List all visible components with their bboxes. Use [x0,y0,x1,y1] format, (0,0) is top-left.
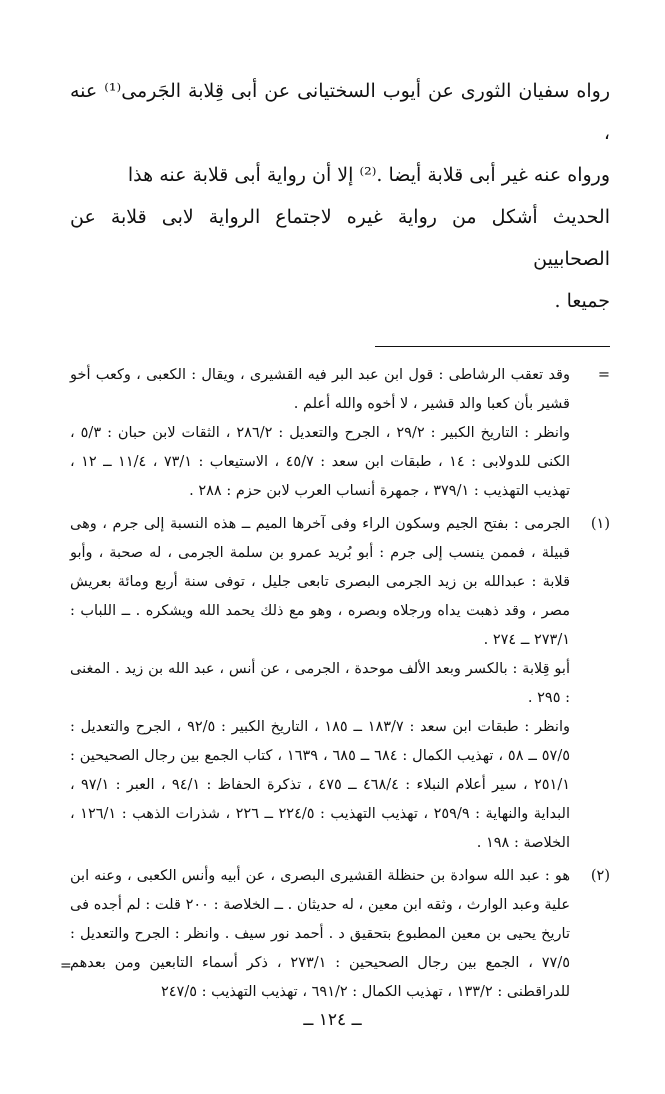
footnote-1-paragraph: وانظر : طبقات ابن سعد : ١٨٣/٧ ــ ١٨٥ ، التاريخ الكبير : ٩٢/٥ ، الجرح والتعديل : ٥٧/٥ ــ ٥٨ ، تهذيب الكمال : ٦٨٤ ــ ٦٨٥ ، ١٦٣٩ ، كتاب الجمع بين رجال الصحيحين : ٢٥١/١ ، سير أعلام النبلاء : ٤٦٨/٤ ــ ٤٧٥ ، تذكرة الحفاظ : ٩٤/١ ، العبر : ٩٧/١ ، البداية والنهاية : ٢٥٩/٩ ، تهذيب التهذيب : ٢٢٤/٥ ــ ٢٢٦ ، شذرات الذهب : ١٢٦/١ ، الخلاصة : ١٩٨ . [70,719,570,851]
footnote-2-marker: (٢) [590,868,610,884]
footnotes [70,361,610,1007]
main-text-line-2: ورواه عنه غير أبى قلابة أيضا .⁽²⁾ إلا أن رواية أبى قلابة عنه هذا [127,164,610,186]
main-text [70,70,610,322]
footnote-separator [375,346,610,347]
main-text-line-4: جميعا . [554,290,610,312]
footnote-1-paragraph: الجرمى : بفتح الجيم وسكون الراء وفى آخرها الميم ــ هذه النسبة إلى جرم ، وهى قبيلة ، فممن ينسب إلى جرم : أبو بُريد عمرو بن سلمة الجرمى ، له صحبة ، وأبو قلابة : عبدالله بن زيد الجرمى البصرى تابعى جليل ، توفى سنة أربع ومائة بعريش مصر ، وقد ذهبت يداه ورجلاه وبصره ، وهو مع ذلك يحمد الله ويشكره . ــ اللباب : ٢٧٣/١ ــ ٢٧٤ . [70,516,570,648]
page-number: ــ ١٢٤ ــ [303,1010,362,1030]
footnote-continued [70,361,610,506]
footnote-1-marker: (١) [590,516,610,532]
footnote-continued-marker: = [597,367,610,383]
footnote-continued-paragraph: وانظر : التاريخ الكبير : ٢٩/٢ ، الجرح والتعديل : ٢٨٦/٢ ، الثقات لابن حبان : ٥/٣ ، الكنى للدولابى : ١٤ ، طبقات ابن سعد : ٤٥/٧ ، الاستيعاب : ٧٣/١ ، ١١/٤ ــ ١٢ ، تهذيب التهذيب : ٣٧٩/١ ، جمهرة أنساب العرب لابن حزم : ٢٨٨ . [70,425,570,499]
footnote-continued-paragraph: وقد تعقب الرشاطى : قول ابن عبد البر فيه القشيرى ، ويقال : الكعبى ، وكعب أخو قشير بأن كعبا والد قشير ، لا أخوه والله أعلم . [70,367,570,412]
main-text-line-1: رواه سفيان الثورى عن أيوب السختيانى عن أبى قِلابة الجَرمى⁽¹⁾ عنه ، [70,80,611,144]
main-text-line-3: الحديث أشكل من رواية غيره لاجتماع الرواية لابى قلابة عن الصحابيين [70,206,610,270]
footnote-2-paragraph: هو : عبد الله سوادة بن حنظلة القشيرى البصرى ، عن أبيه وأنس الكعبى ، وعنه ابن علية وعبد الوارث ، وثقه ابن معين ، له حديثان . ــ الخلاصة : ٢٠٠ قلت : لم أجده فى تاريخ يحيى بن معين المطبوع بتحقيق د . أحمد نور سيف . وانظر : الجرح والتعديل : ٧٧/٥ ، الجمع بين رجال الصحيحين : ٢٧٣/١ ، ذكر أسماء التابعين ومن بعدهم للدراقطنى : ١٣٣/٢ ، تهذيب الكمال : ٦٩١/٢ ، تهذيب التهذيب : ٢٤٧/٥ [70,868,570,1000]
footnote-continues-marker: = [60,958,72,974]
footnote-separator-wrap [70,322,610,361]
footnote-1 [70,510,610,858]
footnote-2 [70,862,610,1007]
footnote-1-paragraph: أبو قِلابة : بالكسر وبعد الألف موحدة ، الجرمى ، عن أنس ، عبد الله بن زيد . المغنى : ٢٩٥ . [70,661,570,706]
